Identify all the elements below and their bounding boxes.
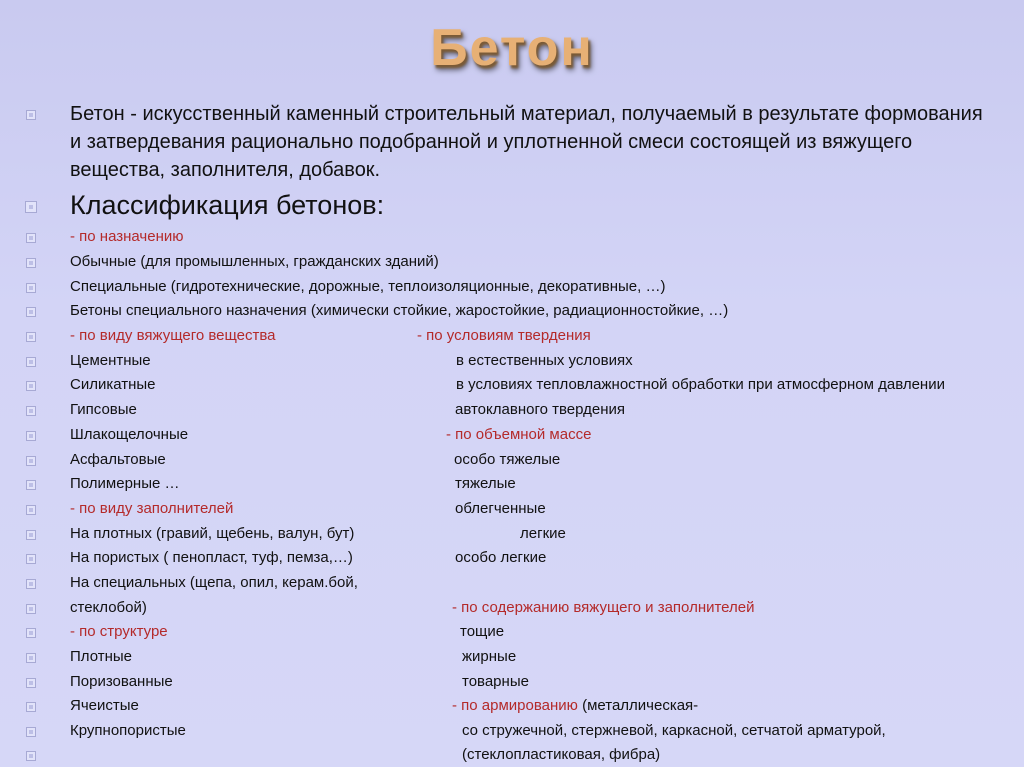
slide-title: Бетон — [430, 19, 594, 77]
bullet-icon — [26, 258, 36, 268]
list-item: тяжелые — [455, 475, 516, 492]
bullet-icon — [26, 381, 36, 391]
category-by-hardening: - по условиям твердения — [417, 327, 591, 344]
list-item: особо тяжелые — [454, 451, 561, 468]
bullet-icon — [26, 678, 36, 688]
list-item: Гипсовые — [70, 401, 137, 418]
list-item: в естественных условиях — [456, 352, 633, 369]
list-item: облегченные — [455, 500, 546, 517]
list-item: На специальных (щепа, опил, керам.бой, — [70, 574, 358, 591]
list-item: тощие — [460, 623, 505, 640]
bullet-icon — [26, 406, 36, 416]
list-item: (металлическая- — [577, 697, 699, 714]
bullet-icon — [26, 604, 36, 614]
bullet-icon — [26, 480, 36, 490]
list-item: в условиях тепловлажностной обработки при атмосферном давлении — [456, 376, 945, 393]
category-by-reinforcement-label: - по армированию — [452, 697, 578, 714]
bullet-icon — [26, 456, 36, 466]
classification-heading: Классификация бетонов: — [70, 190, 385, 220]
list-item: На пористых ( пенопласт, туф, пемза,…) — [70, 549, 353, 566]
bullet-icon — [26, 357, 36, 367]
list-item: Специальные (гидротехнические, дорожные, теплоизоляционные, декоративные, …) — [70, 278, 666, 295]
category-by-binder-content: - по содержанию вяжущего и заполнителей — [452, 599, 755, 616]
category-by-structure: - по структуре — [70, 623, 168, 640]
category-by-filler: - по виду заполнителей — [70, 500, 234, 517]
category-by-purpose: - по назначению — [70, 228, 184, 245]
list-item: Шлакощелочные — [70, 426, 189, 443]
bullet-icon — [26, 530, 36, 540]
list-item: Поризованные — [70, 673, 173, 690]
bullet-icon — [26, 751, 36, 761]
bullet-icon — [26, 307, 36, 317]
bullet-icon — [26, 702, 36, 712]
bullet-icon — [26, 110, 36, 120]
category-by-density: - по объемной массе — [446, 426, 592, 443]
list-item: Плотные — [70, 648, 132, 665]
bullet-icon — [26, 653, 36, 663]
category-by-binder: - по виду вяжущего вещества — [70, 327, 276, 344]
list-item: автоклавного твердения — [455, 401, 625, 418]
bullet-icon — [26, 727, 36, 737]
list-item: легкие — [520, 525, 566, 542]
list-item: Асфальтовые — [70, 451, 166, 468]
list-item: Полимерные … — [70, 475, 180, 492]
bullet-icon — [26, 628, 36, 638]
list-item: товарные — [462, 673, 529, 690]
list-item: стеклобой) — [70, 599, 147, 616]
bullet-icon — [26, 283, 36, 293]
bullet-icon — [26, 431, 36, 441]
list-item: Ячеистые — [70, 697, 139, 714]
bullet-icon — [26, 505, 36, 515]
intro-paragraph: Бетон - искусственный каменный строительный материал, получаемый в результате формования и затвердевания рационально подобранной и уплотненной смеси состоящей из вяжущего вещества, заполнителя, добавок. — [70, 103, 983, 181]
list-item: особо легкие — [455, 549, 547, 566]
list-item: со стружечной, стержневой, каркасной, сетчатой арматурой, — [462, 722, 886, 739]
list-item: Обычные (для промышленных, гражданских зданий) — [70, 253, 439, 270]
list-item: Крупнопористые — [70, 722, 186, 739]
bullet-icon — [26, 332, 36, 342]
list-item: жирные — [462, 648, 517, 665]
list-item: На плотных (гравий, щебень, валун, бут) — [70, 525, 355, 542]
bullet-icon — [25, 201, 37, 213]
list-item: Бетоны специального назначения (химически стойкие, жаростойкие, радиационностойкие, …) — [70, 302, 729, 319]
list-item: (стеклопластиковая, фибра) — [462, 746, 661, 763]
bullet-icon — [26, 233, 36, 243]
list-item: Силикатные — [70, 376, 156, 393]
bullet-icon — [26, 579, 36, 589]
category-by-reinforcement — [452, 696, 698, 716]
list-item: Цементные — [70, 352, 151, 369]
bullet-icon — [26, 554, 36, 564]
